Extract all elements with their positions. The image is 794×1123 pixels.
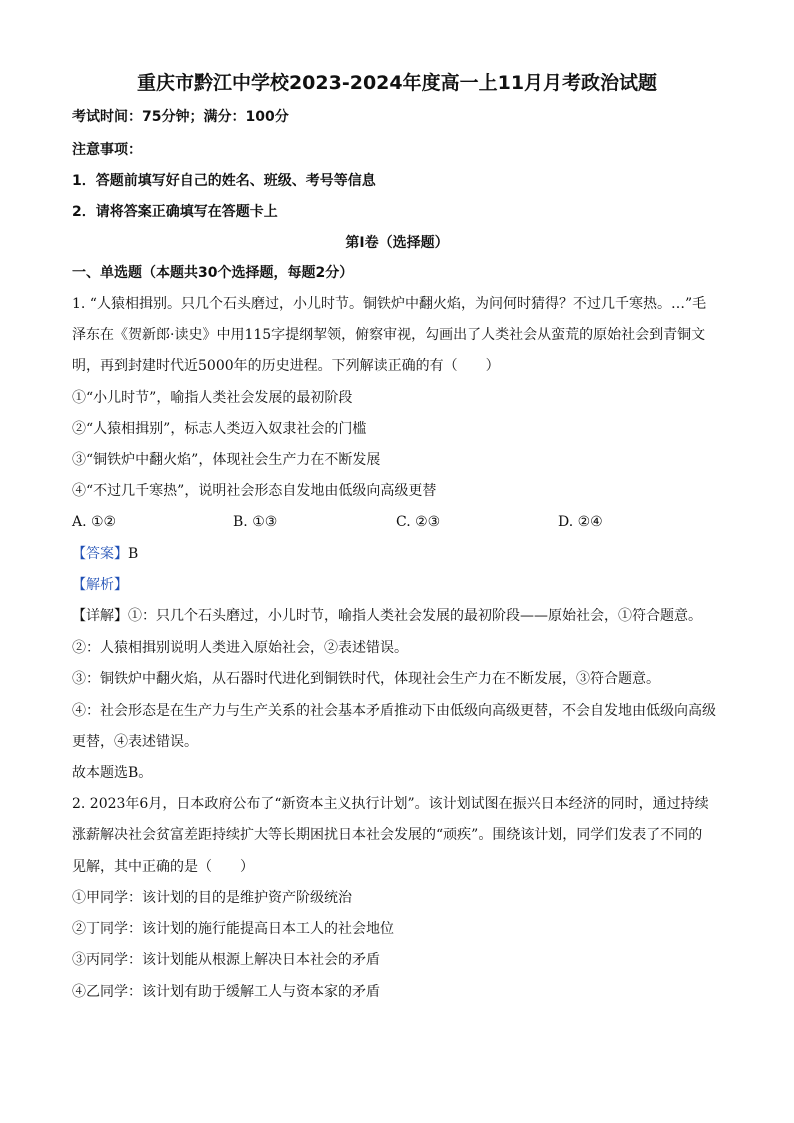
q1-statement-3: ③“铜铁炉中翻火焰”，体现社会生产力在不断发展 (72, 452, 381, 468)
q1-stem-line-2: 泽东在《贺新郎·读史》中用115字提纲挈领，俯察审视，勾画出了人类社会从蛮荒的原始社会到青铜文 (72, 327, 706, 343)
q2-stem-line-3: 见解，其中正确的是（ ） (72, 859, 254, 875)
q2-stem-line-1: 2. 2023年6月，日本政府公布了“新资本主义执行计划”。该计划试图在振兴日本经济的同时，通过持续 (72, 796, 709, 812)
answer-label: 【答案】 (72, 546, 128, 562)
q1-detail-1 (72, 606, 722, 626)
q1-option-c: C. ②③ (396, 514, 441, 530)
q2-stem-line-2: 涨薪解决社会贫富差距持续扩大等长期困扰日本社会发展的“顽疾”。围绕该计划，同学们发表了不同的 (72, 827, 703, 843)
q1-analysis-label (72, 575, 722, 595)
detail-text-1: ①：只几个石头磨过，小儿时节，喻指人类社会发展的最初阶段——原始社会，①符合题意。 (128, 608, 702, 624)
q1-answer (72, 544, 722, 564)
q2-statement-2: ②丁同学：该计划的施行能提高日本工人的社会地位 (72, 921, 394, 937)
analysis-label: 【解析】 (72, 577, 128, 593)
q1-stem-line-3: 明，再到封建时代近5000年的历史进程。下列解读正确的有（ ） (72, 358, 500, 374)
detail-label: 【详解】 (72, 608, 128, 624)
q2-statement-1: ①甲同学：该计划的目的是维护资产阶级统治 (72, 890, 352, 906)
q1-conclusion: 故本题选B。 (72, 765, 153, 781)
page-title: 重庆市黔江中学校2023-2024年度高一上11月月考政治试题 (136, 72, 658, 94)
notice-item-2: 2．请将答案正确填写在答题卡上 (72, 204, 278, 220)
exam-info: 考试时间：75分钟；满分：100分 (72, 109, 289, 125)
q1-detail-3: ③：铜铁炉中翻火焰，从石器时代进化到铜铁时代，体现社会生产力在不断发展，③符合题意。 (72, 671, 660, 687)
notice-item-1: 1．答题前填写好自己的姓名、班级、考号等信息 (72, 173, 376, 189)
part-title: 一、单选题（本题共30个选择题，每题2分） (72, 265, 354, 281)
q1-option-d: D. ②④ (558, 514, 603, 530)
q2-statement-3: ③丙同学：该计划能从根源上解决日本社会的矛盾 (72, 952, 380, 968)
notice-title: 注意事项： (72, 142, 142, 158)
q1-statement-1: ①“小儿时节”，喻指人类社会发展的最初阶段 (72, 390, 353, 406)
q1-option-a: A. ①② (72, 514, 117, 530)
q1-detail-4a: ④：社会形态是在生产力与生产关系的社会基本矛盾推动下由低级向高级更替，不会自发地由低级向高级 (72, 703, 716, 719)
q1-options (72, 512, 722, 532)
answer-value: B (128, 546, 139, 562)
q1-statement-2: ②“人猿相揖别”，标志人类迈入奴隶社会的门槛 (72, 421, 367, 437)
q1-detail-4b: 更替，④表述错误。 (72, 734, 198, 750)
volume-title: 第I卷（选择题） (345, 235, 449, 251)
q2-statement-4: ④乙同学：该计划有助于缓解工人与资本家的矛盾 (72, 984, 380, 1000)
q1-stem-line-1: 1. “人猿相揖别。只几个石头磨过，小儿时节。铜铁炉中翻火焰，为问何时猜得？不过几千寒热。…”毛 (72, 296, 707, 312)
q1-option-b: B. ①③ (233, 514, 278, 530)
q1-statement-4: ④“不过几千寒热”，说明社会形态自发地由低级向高级更替 (72, 483, 437, 499)
q1-detail-2: ②：人猿相揖别说明人类进入原始社会，②表述错误。 (72, 640, 408, 656)
